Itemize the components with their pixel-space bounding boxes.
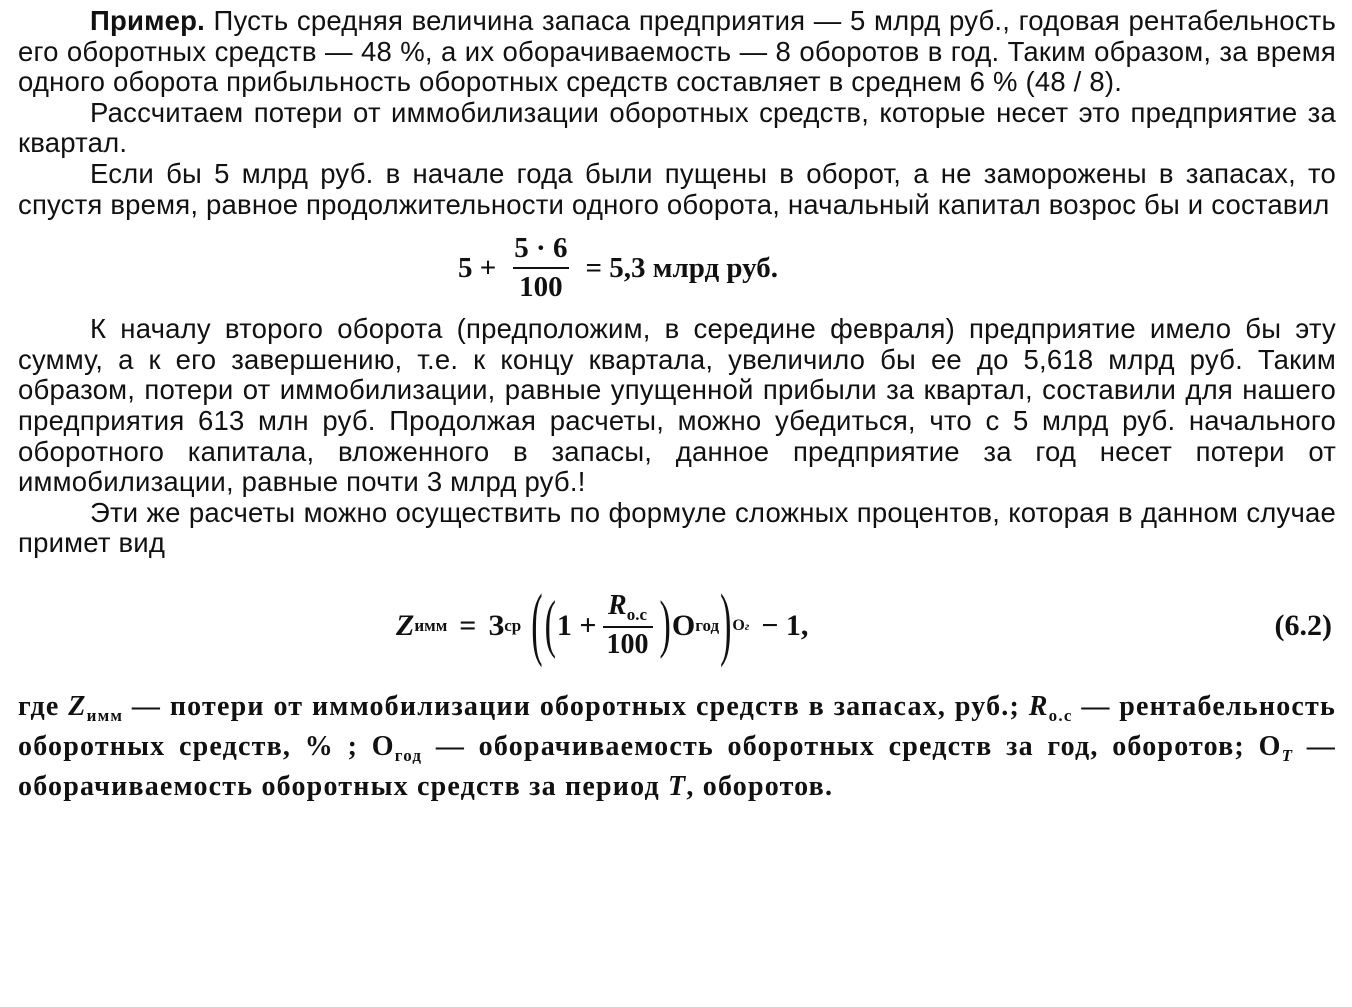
formula2-stock-sub: ср <box>504 615 522 635</box>
formula-immobilization-losses: Z имм = З ср ( ( 1 + $\frac{R_{о.с}}{100}$ ) О год ) Ог − 1, (6.2) <box>396 580 1332 670</box>
formula2-one-plus: 1 + <box>556 608 597 642</box>
document-page <box>18 6 1336 802</box>
formula2-z: Z <box>396 608 415 642</box>
formula2-o-sub: год <box>695 615 720 635</box>
formula2-fraction <box>603 590 653 661</box>
paragraph-calc-intro: Рассчитаем потери от иммобилизации оборотных средств, которые несет это предприятие за квартал. <box>18 96 1336 159</box>
example-text: Пусть средняя величина запаса предприятия — 5 млрд руб., годовая рентабельность его оборотных средств — 48 %, а их оборачиваемость — 8 оборотов в год. Таким образом, за время одного оборота прибыльность оборотных средств составляет в среднем 6 % (48 / 8). <box>18 5 1336 98</box>
formula2-eq: = <box>459 608 477 642</box>
formula2-r: R <box>608 590 627 622</box>
formula1-denominator: 100 <box>513 267 569 304</box>
formula2-r-sub: о.с <box>626 605 647 625</box>
formula1-fraction <box>508 232 573 304</box>
formula2-o: О <box>671 608 696 642</box>
legend-z: Z <box>68 690 87 722</box>
formula2-stock: З <box>488 608 505 642</box>
legend-r: R <box>1028 690 1049 722</box>
formula-capital-growth <box>18 232 1336 304</box>
formula1-lhs: 5 + <box>458 251 497 284</box>
formula2-number: (6.2) <box>1274 608 1332 642</box>
paragraph-second-turnover: К началу второго оборота (предположим, в середине февраля) предприятие имело бы эту сумму, а к его завершению, т.е. к концу квартала, увеличило бы ее до 5,618 млрд руб. Таким образом, потери от иммобилизации, равные упущенной прибыли за квартал, составили для нашего предприятия 613 млн руб. Продолжая расчеты, можно убедиться, что с 5 млрд руб. начального оборотного капитала, вложенного в запасы, данное предприятие за год несет потери от иммобилизации, равные почти 3 млрд руб.! <box>18 313 1336 498</box>
formula2-tail: − 1, <box>761 608 809 642</box>
formula2-exponent: Ог <box>732 616 750 634</box>
formula1-numerator: 5 · 6 <box>514 232 568 265</box>
formula2-z-sub: имм <box>414 615 448 635</box>
formula1-rhs: = 5,3 млрд руб. <box>585 251 779 284</box>
paragraph-capital: Если бы 5 млрд руб. в начале года были пущены в оборот, а не заморожены в запасах, то спустя время, равное продолжительности одного оборота, начальный капитал возрос бы и составил <box>18 157 1336 220</box>
paragraph-compound-interest: Эти же расчеты можно осуществить по формуле сложных процентов, которая в данном случае примет вид <box>18 496 1336 559</box>
example-label: Пример. <box>90 5 205 36</box>
paragraph-example <box>18 6 1336 98</box>
legend-period-var: T <box>668 770 687 802</box>
paragraph-legend: где $Z_{имм}$ — потери от иммобилизации оборотных средств в запасах, руб.; $R_{о.с}$ — рентабельность оборотных средств, % ; $О_{год}$ — оборачиваемость оборотных средств за год, оборотов; $О_T$ — оборачиваемость оборотных средств за период T, оборотов. <box>18 690 1337 802</box>
formula2-denominator: 100 <box>603 626 653 661</box>
